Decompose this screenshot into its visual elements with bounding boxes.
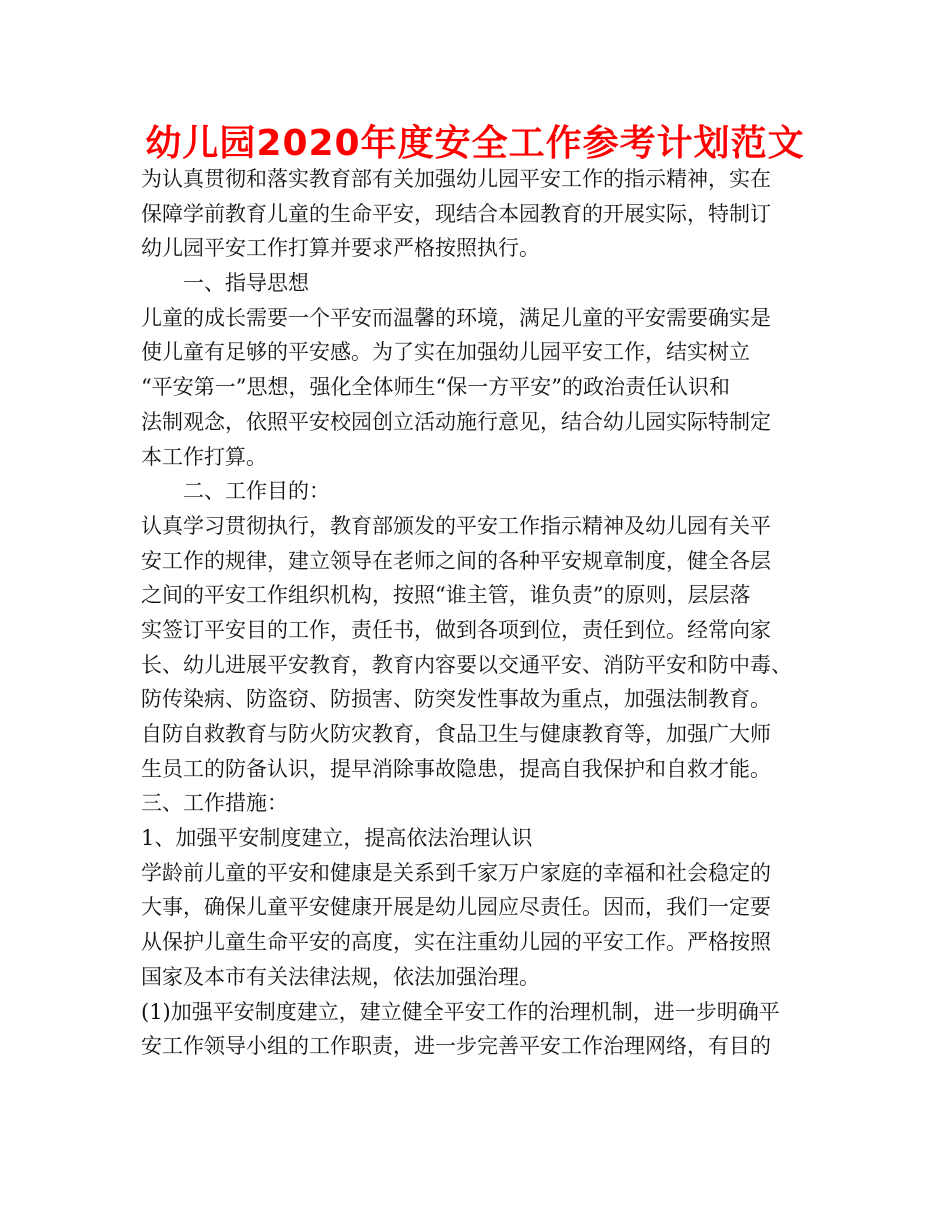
body-line: 之间的平安工作组织机构，按照“谁主管，谁负责”的原则，层层落 bbox=[141, 583, 751, 608]
body-line: 为认真贯彻和落实教育部有关加强幼儿园平安工作的指示精神，实在 bbox=[141, 167, 771, 191]
body-line: 保障学前教育儿童的生命平安，现结合本园教育的开展实际，特制订 bbox=[141, 201, 771, 226]
body-line: 认真学习贯彻执行，教育部颁发的平安工作指示精神及幼儿园有关平 bbox=[141, 513, 771, 538]
body-line: 自防自救教育与防火防灾教育，食品卫生与健康教育等，加强广大师 bbox=[141, 722, 771, 746]
body-line: 生员工的防备认识，提早消除事故隐患，提高自我保护和自救才能。 bbox=[141, 756, 771, 781]
body-line: 安工作的规律，建立领导在老师之间的各种平安规章制度，健全各层 bbox=[141, 548, 771, 573]
document-body bbox=[141, 162, 821, 1064]
document-title: 幼儿园2020年度安全工作参考计划范文 bbox=[145, 123, 805, 164]
body-line: 从保护儿童生命平安的高度，实在注重幼儿园的平安工作。严格按照 bbox=[141, 930, 771, 955]
body-line: 国家及本市有关法律法规，依法加强治理。 bbox=[141, 964, 540, 989]
section-heading-work-measures: 三、工作措施： bbox=[141, 791, 288, 816]
subsection-heading: 1、加强平安制度建立，提高依法治理认识 bbox=[141, 826, 533, 851]
body-line: 儿童的成长需要一个平安而温馨的环境，满足儿童的平安需要确实是 bbox=[141, 305, 771, 330]
section-heading-work-goals: 二、工作目的： bbox=[183, 479, 330, 504]
section-heading-guiding-ideology: 一、指导思想 bbox=[183, 271, 309, 296]
body-line: 长、幼儿进展平安教育，教育内容要以交通平安、消防平安和防中毒、 bbox=[141, 652, 792, 677]
body-line: 防传染病、防盗窃、防损害、防突发性事故为重点，加强法制教育。 bbox=[141, 687, 771, 712]
body-line: 学龄前儿童的平安和健康是关系到千家万户家庭的幸福和社会稳定的 bbox=[141, 860, 771, 885]
body-line: 大事，确保儿童平安健康开展是幼儿园应尽责任。因而，我们一定要 bbox=[141, 895, 771, 920]
body-line: 本工作打算。 bbox=[141, 444, 267, 469]
body-line: (1)加强平安制度建立，建立健全平安工作的治理机制，进一步明确平 bbox=[141, 999, 780, 1024]
body-line: 安工作领导小组的工作职责，进一步完善平安工作治理网络，有目的 bbox=[141, 1034, 771, 1059]
body-line: 法制观念，依照平安校园创立活动施行意见，结合幼儿园实际特制定 bbox=[141, 409, 771, 434]
body-line: “平安第一”思想，强化全体师生“保一方平安”的政治责任认识和 bbox=[141, 375, 730, 400]
body-line: 幼儿园平安工作打算并要求严格按照执行。 bbox=[141, 236, 540, 261]
body-line: 使儿童有足够的平安感。为了实在加强幼儿园平安工作，结实树立 bbox=[141, 340, 750, 365]
body-line: 实签订平安目的工作，责任书，做到各项到位，责任到位。经常向家 bbox=[141, 617, 771, 642]
